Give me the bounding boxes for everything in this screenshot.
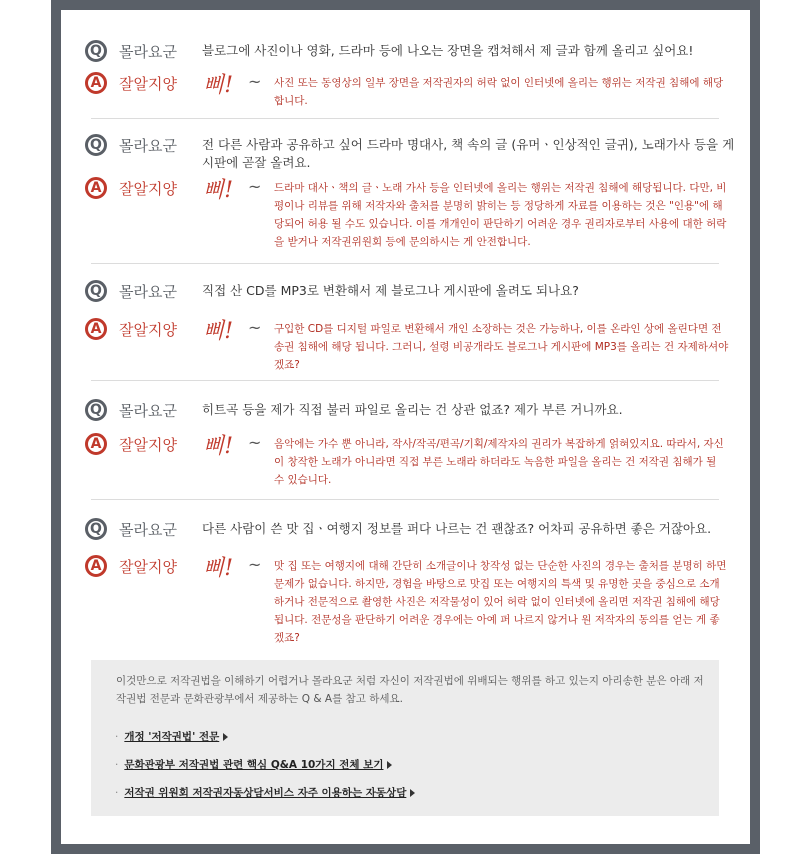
qa-item [61,134,750,264]
divider [91,263,719,264]
question-row [85,134,735,170]
a-badge-icon: A [85,72,107,94]
divider [91,499,719,500]
q-badge-icon: Q [85,280,107,302]
answer-text: 드라마 대사ㆍ책의 글ㆍ노래 가사 등을 인터넷에 올리는 행위는 저작권 침해에 해당됩니다. 다만, 비평이나 리뷰를 위해 저작자와 출처를 분명히 밝히는 등 정당하게 자료를 이용하는 것은 "인용"에 해당되어 허용 될 수도 있습니다. 이를 개개인이 판단하기 어려운 경우 권리자로부터 사용에 대한 허락을 받거나 저작권위원회 등에 문의하시는 게 안전합니다. [274,182,727,248]
answer-row [85,177,727,248]
link-label[interactable]: 저작권 위원회 저작권자동상담서비스 자주 이용하는 자동상담 [124,787,407,799]
answer-text: 사진 또는 동영상의 일부 장면을 저작권자의 허락 없이 인터넷에 올리는 행위는 저작권 침해에 해당합니다. [274,77,724,107]
answerer-name: 잘알지양 [119,180,177,198]
a-badge-icon: A [85,318,107,340]
arrow-right-icon [410,789,415,797]
question-text: 직접 산 CD를 MP3로 변환해서 제 블로그나 게시판에 올려도 되나요? [202,283,579,298]
asker-name: 몰라요군 [119,521,177,539]
link-culture-ministry-qa[interactable] [115,757,392,775]
exclaim-text: 삐! [203,556,234,581]
tilde-mark: ~ [248,72,262,91]
answerer-name: 잘알지양 [119,436,177,454]
asker-name: 몰라요군 [119,43,177,61]
answerer-name: 잘알지양 [119,75,177,93]
content-panel [61,10,750,844]
link-label[interactable]: 문화관광부 저작권법 관련 핵심 Q&A 10가지 전체 보기 [124,759,384,771]
bullet-icon: · [115,759,119,771]
qa-item [61,40,750,130]
divider [91,380,719,381]
asker-name: 몰라요군 [119,283,177,301]
question-row [85,40,725,68]
asker-name: 몰라요군 [119,137,177,155]
answer-row [85,318,729,371]
tilde-mark: ~ [248,433,262,452]
q-badge-icon: Q [85,399,107,421]
a-badge-icon: A [85,433,107,455]
link-copyright-commission-auto-consult[interactable] [115,785,415,803]
question-text: 블로그에 사진이나 영화, 드라마 등에 나오는 장면을 캡쳐해서 제 글과 함께 올리고 싶어요! [202,43,694,58]
answerer-name: 잘알지양 [119,321,177,339]
answer-row [85,555,727,644]
answer-row [85,72,725,107]
a-badge-icon: A [85,555,107,577]
question-row [85,518,725,546]
question-row [85,280,725,308]
qa-item [61,280,750,380]
q-badge-icon: Q [85,40,107,62]
tilde-mark: ~ [248,177,262,196]
exclaim-text: 삐! [203,319,234,344]
bullet-icon: · [115,731,119,743]
exclaim-text: 삐! [203,434,234,459]
answer-text: 음악에는 가수 뿐 아니라, 작사/작곡/편곡/기획/제작자의 권리가 복잡하게 얽혀있지요. 따라서, 자신이 창작한 노래가 아니라면 직접 부른 노래라 하더라도 녹음한 파일을 올리는 건 저작권 침해가 될 수 있습니다. [274,438,724,486]
q-badge-icon: Q [85,134,107,156]
exclaim-text: 삐! [203,178,234,203]
link-label[interactable]: 개정 '저작권법' 전문 [124,731,220,743]
answer-row [85,433,725,486]
qa-item [61,399,750,499]
question-row [85,399,725,427]
question-text: 히트곡 등을 제가 직접 불러 파일로 올리는 건 상관 없죠? 제가 부른 거니까요. [202,402,623,417]
a-badge-icon: A [85,177,107,199]
exclaim-text: 삐! [203,73,234,98]
link-copyright-law-full-text[interactable] [115,729,228,747]
tilde-mark: ~ [248,555,262,574]
arrow-right-icon [223,733,228,741]
divider [91,118,719,119]
answerer-name: 잘알지양 [119,558,177,576]
note-text: 이것만으로 저작권법을 이해하기 어렵거나 몰라요군 처럼 자신이 저작권법에 위배되는 행위를 하고 있는지 아리송한 분은 아래 저작권법 전문과 문화관광부에서 제공하는 Q & A를 참고 하세요. [116,675,704,705]
bullet-icon: · [115,787,119,799]
question-text: 다른 사람이 쓴 맛 집ㆍ여행지 정보를 퍼다 나르는 건 괜찮죠? 어차피 공유하면 좋은 거잖아요. [202,521,712,536]
asker-name: 몰라요군 [119,402,177,420]
arrow-right-icon [387,761,392,769]
reference-note-box [91,660,719,816]
qa-item [61,518,750,658]
q-badge-icon: Q [85,518,107,540]
question-text: 전 다른 사람과 공유하고 싶어 드라마 명대사, 책 속의 글 (유머ㆍ인상적인 글귀), 노래가사 등을 게시판에 곧잘 올려요. [202,137,735,170]
tilde-mark: ~ [248,318,262,337]
answer-text: 맛 집 또는 여행지에 대해 간단히 소개글이나 창작성 없는 단순한 사진의 경우는 출처를 분명히 하면 문제가 없습니다. 하지만, 경험을 바탕으로 맛집 또는 여행지의 특색 및 유명한 곳을 중심으로 소개하거나 전문적으로 촬영한 사진은 저작물성이 있어 허락 없이 인터넷에 올리면 저작권 침해에 해당됩니다. 전문성을 판단하기 어려운 경우에는 아예 퍼 나르지 않거나 원 저작자의 동의를 얻는 게 좋겠죠? [274,560,727,644]
answer-text: 구입한 CD를 디지털 파일로 변환해서 개인 소장하는 것은 가능하나, 이를 온라인 상에 올린다면 전송권 침해에 해당 됩니다. 그러니, 설령 비공개라도 블로그나 게시판에 MP3를 올리는 건 자제하셔야겠죠? [274,323,729,371]
